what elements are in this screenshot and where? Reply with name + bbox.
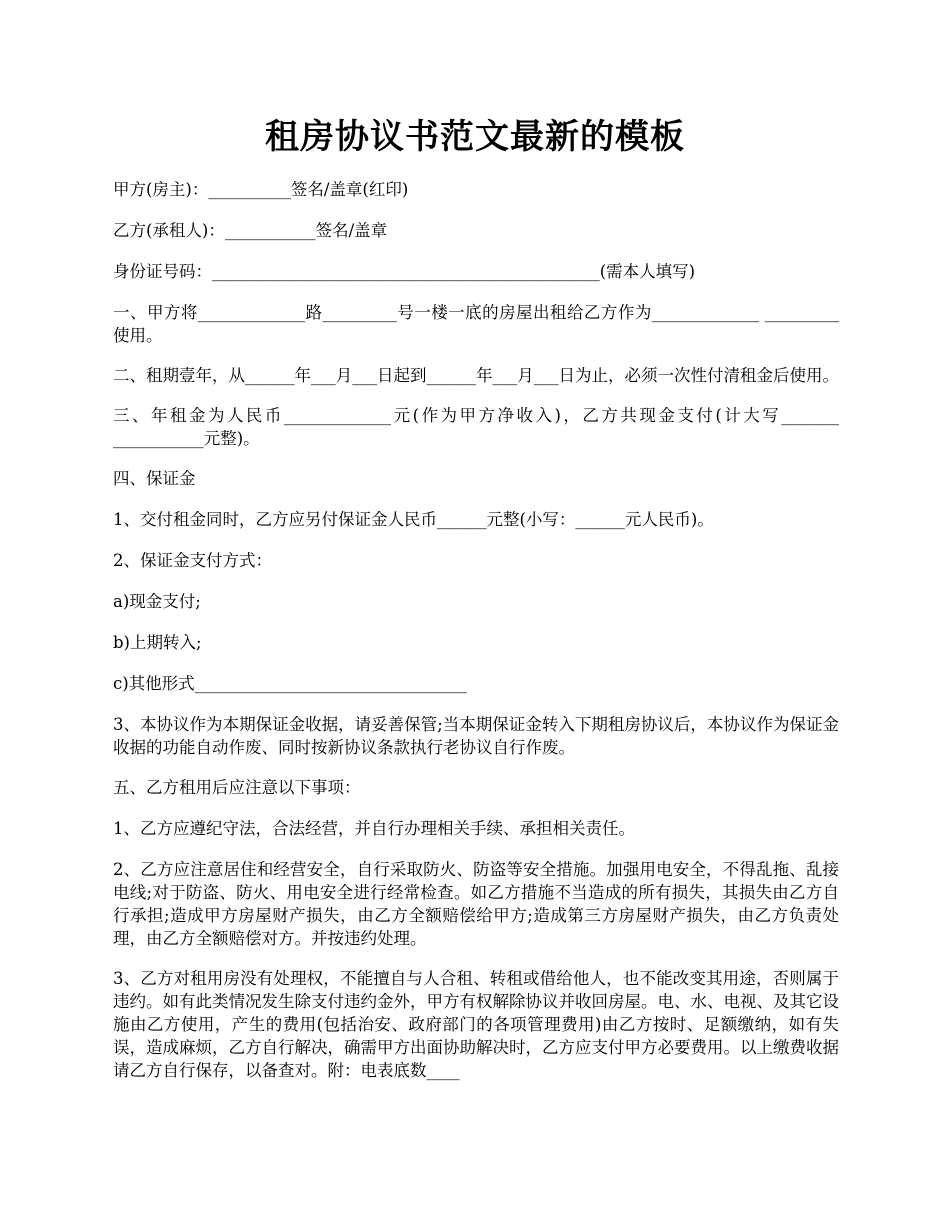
payment-option-b: b)上期转入; bbox=[113, 633, 202, 652]
clause-1: 一、甲方将_____________路_________号一楼一底的房屋出租给乙方作为_____________ _________使用。 bbox=[113, 303, 839, 345]
clause-5-heading: 五、乙方租用后应注意以下事项： bbox=[113, 778, 361, 797]
document-body bbox=[113, 178, 839, 1099]
notice-item-3: 3、乙方对租用房没有处理权，不能擅自与人合租、转租或借给他人，也不能改变其用途，否则属于违约。如有此类情况发生除支付违约金外，甲方有权解除协议并收回房屋。电、水、电视、及其它设施由乙方使用，产生的费用(包括治安、政府部门的各项管理费用)由乙方按时、足额缴纳，如有失误，造成麻烦，乙方自行解决，确需甲方出面协助解决时，乙方应支付甲方必要费用。以上缴费收据请乙方自行保存，以备查对。附：电表底数____ bbox=[113, 969, 839, 1080]
deposit-item-2: 2、保证金支付方式： bbox=[113, 551, 272, 570]
deposit-item-1: 1、交付租金同时，乙方应另付保证金人民币______元整(小写：______元人民币)。 bbox=[113, 510, 714, 529]
party-a-line: 甲方(房主)：__________签名/盖章(红印) bbox=[113, 180, 409, 199]
document-title: 租房协议书范文最新的模板 bbox=[265, 117, 685, 157]
clause-2: 二、租期壹年，从______年___月___日起到______年___月___日为止，必须一次性付清租金后使用。 bbox=[113, 366, 839, 385]
clause-3: 三、年租金为人民币_____________元(作为甲方净收入)，乙方共现金支付(计大写_______ ___________元整)。 bbox=[113, 406, 839, 448]
party-b-line: 乙方(承租人)：___________签名/盖章 bbox=[113, 221, 388, 240]
payment-option-c: c)其他形式_________________________________ bbox=[113, 674, 467, 693]
id-number-line: 身份证号码：_______________________________________________(需本人填写) bbox=[113, 262, 696, 281]
notice-item-2: 2、乙方应注意居住和经营安全，自行采取防火、防盗等安全措施。加强用电安全，不得乱拖、乱接电线;对于防盗、防火、用电安全进行经常检查。如乙方措施不当造成的所有损失，其损失由乙方自行承担;造成甲方房屋财产损失，由乙方全额赔偿给甲方;造成第三方房屋财产损失，由乙方负责处理，由乙方全额赔偿对方。并按违约处理。 bbox=[113, 860, 839, 948]
clause-4-heading: 四、保证金 bbox=[113, 469, 196, 488]
payment-option-a: a)现金支付; bbox=[113, 592, 201, 611]
notice-item-1: 1、乙方应遵纪守法，合法经营，并自行办理相关手续、承担相关责任。 bbox=[113, 819, 635, 838]
deposit-item-3: 3、本协议作为本期保证金收据，请妥善保管;当本期保证金转入下期租房协议后，本协议作为保证金收据的功能自动作废、同时按新协议条款执行老协议自行作废。 bbox=[113, 715, 839, 757]
